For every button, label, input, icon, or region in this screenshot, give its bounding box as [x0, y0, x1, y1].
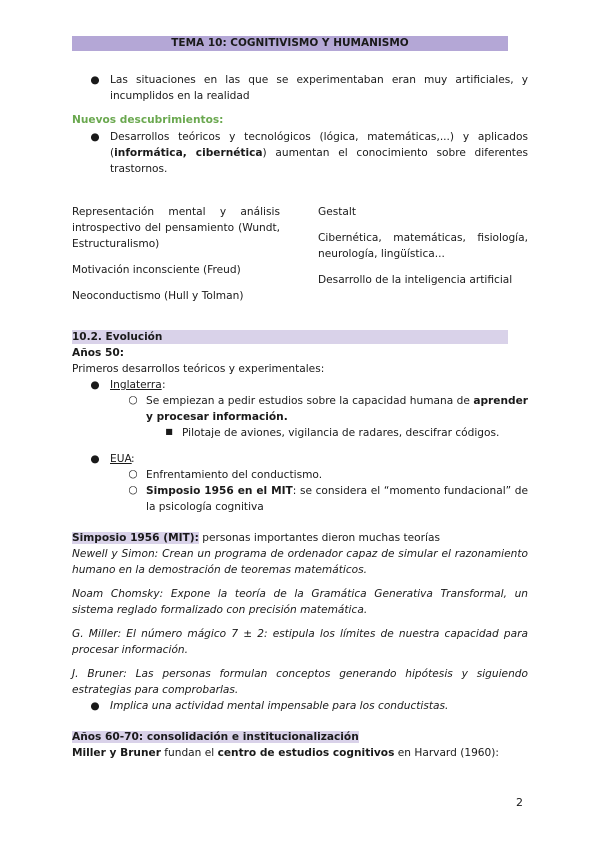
- bullet-dot: ●: [90, 700, 100, 712]
- bullet-dot: ●: [90, 453, 100, 465]
- eua-item-2: Simposio 1956 en el MIT: se considera el “momento fundacional” de la psicología cognitiva: [146, 485, 528, 513]
- table-right-1: Gestalt: [318, 206, 356, 218]
- intro-bullet-text: Las situaciones en las que se experimentaban eran muy artificiales, y incumplidos en la realidad: [110, 74, 528, 102]
- bullet-dot: ●: [90, 74, 100, 86]
- circle-bullet: ○: [128, 468, 138, 480]
- table-left-3: Neoconductismo (Hull y Tolman): [72, 290, 244, 302]
- section-heading-evolucion: 10.2. Evolución: [72, 330, 508, 344]
- inglaterra-item: Se empiezan a pedir estudios sobre la capacidad humana de aprender y procesar información.: [146, 395, 528, 423]
- newell-simon-text: Newell y Simon: Crean un programa de ordenador capaz de simular el razonamiento humano en la demostración de teoremas matemáticos.: [72, 548, 528, 576]
- nuevos-heading: Nuevos descubrimientos:: [72, 114, 224, 126]
- primeros-text: Primeros desarrollos teóricos y experimentales:: [72, 363, 325, 375]
- colon: :: [162, 379, 166, 391]
- circle-bullet: ○: [128, 394, 138, 406]
- table-left-2: Motivación inconsciente (Freud): [72, 264, 241, 276]
- inglaterra-subitem: Pilotaje de aviones, vigilancia de radares, descifrar códigos.: [182, 427, 500, 439]
- chomsky-text: Noam Chomsky: Expone la teoría de la Gramática Generativa Transformal, un sistema reglado formalizado con precisión matemática.: [72, 588, 528, 616]
- anos6070-text: Miller y Bruner fundan el centro de estudios cognitivos en Harvard (1960):: [72, 747, 499, 759]
- bruner-bullet-text: Implica una actividad mental impensable para los conductistas.: [110, 700, 449, 712]
- bruner-text: J. Bruner: Las personas formulan conceptos generando hipótesis y siguiendo estrategias para comprobarlas.: [72, 668, 528, 696]
- page-title: TEMA 10: COGNITIVISMO Y HUMANISMO: [72, 36, 508, 51]
- inglaterra-label: Inglaterra: [110, 379, 162, 391]
- table-right-3: Desarrollo de la inteligencia artificial: [318, 274, 513, 286]
- eua-item-1: Enfrentamiento del conductismo.: [146, 469, 323, 481]
- miller-text: G. Miller: El número mágico 7 ± 2: estipula los límites de nuestra capacidad para procesar información.: [72, 628, 528, 656]
- anos6070-heading: Años 60-70: consolidación e institucionalización: [72, 731, 359, 743]
- bullet-dot: ●: [90, 131, 100, 143]
- colon: :: [131, 453, 135, 465]
- simposio-heading: Simposio 1956 (MIT): personas importantes dieron muchas teorías: [72, 532, 440, 544]
- table-right-2: Cibernética, matemáticas, fisiología, neurología, lingüística...: [318, 232, 528, 260]
- square-bullet: ■: [165, 427, 173, 436]
- table-left-1: Representación mental y análisis introspectivo del pensamiento (Wundt, Estructuralismo): [72, 206, 280, 250]
- page-number: 2: [516, 796, 523, 809]
- anos50-heading: Años 50:: [72, 347, 124, 359]
- circle-bullet: ○: [128, 484, 138, 496]
- bullet-dot: ●: [90, 379, 100, 391]
- eua-label: EUA: [110, 453, 132, 465]
- nuevos-bullet-text: Desarrollos teóricos y tecnológicos (lógica, matemáticas,...) y aplicados (informática, cibernética) aumentan el conocimiento sobre diferentes trastornos.: [110, 131, 528, 175]
